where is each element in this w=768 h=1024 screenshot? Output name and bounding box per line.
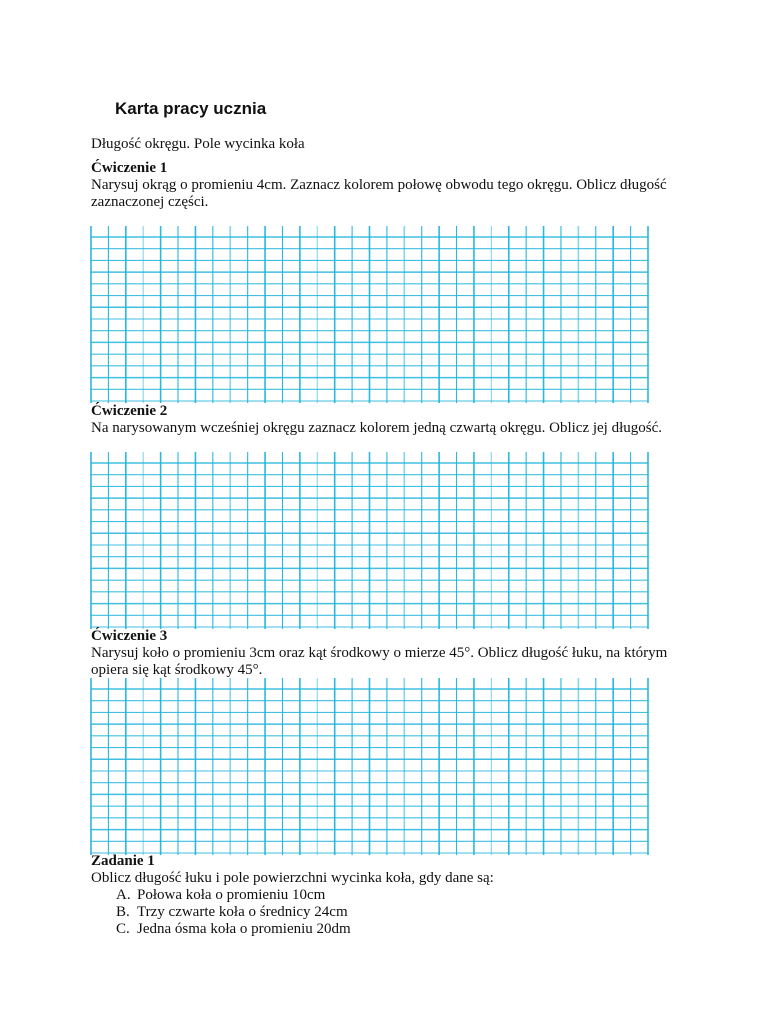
task-item-letter: B. xyxy=(116,904,130,920)
task-1-list xyxy=(91,887,671,938)
grid-lines-1 xyxy=(88,225,652,405)
exercise-1 xyxy=(91,160,671,211)
grid-lines-2 xyxy=(88,451,652,631)
grid-paper-2 xyxy=(88,451,652,631)
task-item-letter: C. xyxy=(116,921,130,937)
task-item-b xyxy=(91,904,671,921)
task-item-text: Jedna ósma koła o promieniu 20dm xyxy=(137,921,351,937)
exercise-2 xyxy=(91,403,671,437)
task-1 xyxy=(91,853,671,938)
task-1-heading: Zadanie 1 xyxy=(91,853,155,869)
exercise-3-heading: Ćwiczenie 3 xyxy=(91,628,168,644)
grid-paper-3 xyxy=(88,677,652,857)
exercise-1-heading: Ćwiczenie 1 xyxy=(91,160,168,176)
exercise-1-text: Narysuj okrąg o promieniu 4cm. Zaznacz kolorem połowę obwodu tego okręgu. Oblicz długość zaznaczonej części. xyxy=(91,177,667,210)
task-item-a xyxy=(91,887,671,904)
task-item-letter: A. xyxy=(116,887,131,903)
grid-lines-3 xyxy=(88,677,652,857)
grid-paper-1 xyxy=(88,225,652,405)
task-1-text: Oblicz długość łuku i pole powierzchni wycinka koła, gdy dane są: xyxy=(91,870,494,886)
task-item-text: Trzy czwarte koła o średnicy 24cm xyxy=(137,904,348,920)
exercise-2-heading: Ćwiczenie 2 xyxy=(91,403,168,419)
task-item-c xyxy=(91,921,671,938)
exercise-3-text: Narysuj koło o promieniu 3cm oraz kąt środkowy o mierze 45°. Oblicz długość łuku, na którym opiera się kąt środkowy 45°. xyxy=(91,645,668,678)
exercise-2-text: Na narysowanym wcześniej okręgu zaznacz kolorem jedną czwartą okręgu. Oblicz jej długość. xyxy=(91,420,663,436)
task-item-text: Połowa koła o promieniu 10cm xyxy=(137,887,326,903)
worksheet-subtitle: Długość okręgu. Pole wycinka koła xyxy=(91,136,305,152)
page-title: Karta pracy ucznia xyxy=(115,99,267,118)
exercise-3 xyxy=(91,628,671,679)
